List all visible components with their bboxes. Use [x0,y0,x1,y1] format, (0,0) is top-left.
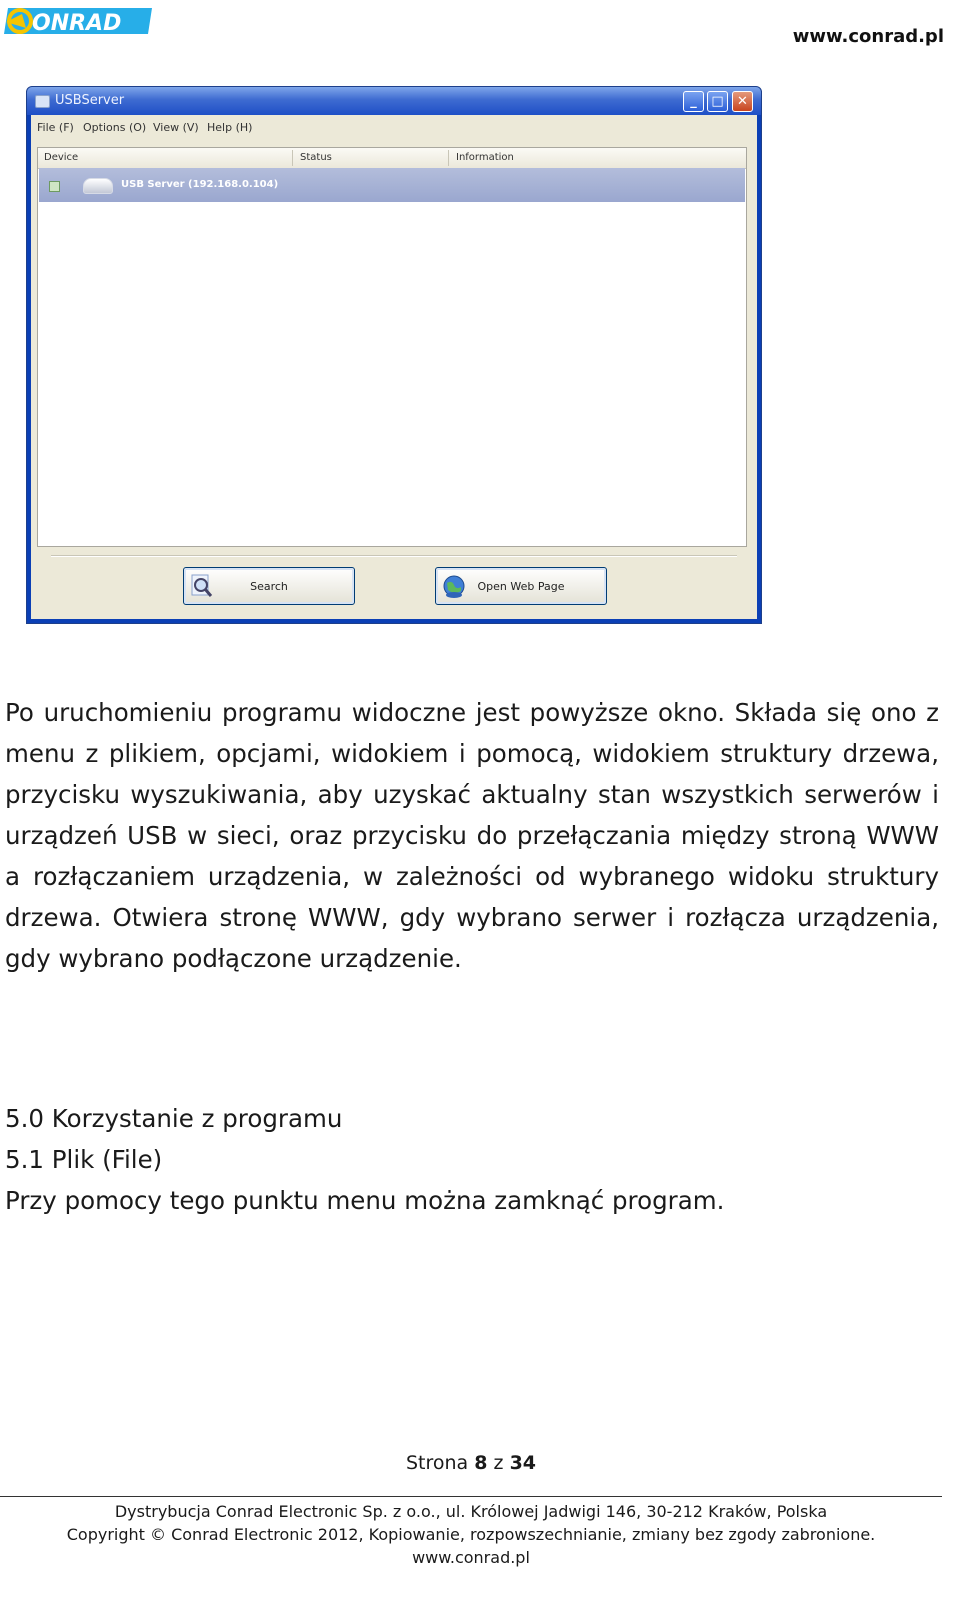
window-title: USBServer [55,93,125,108]
page-prefix: Strona [405,1452,469,1474]
tree-header [38,148,746,169]
footer-url[interactable]: www.conrad.pl [412,1548,530,1567]
column-status[interactable]: Status [300,152,332,163]
tree-row-label: USB Server (192.168.0.104) [121,179,279,190]
column-separator[interactable] [292,150,293,166]
device-tree[interactable] [37,147,747,547]
expand-icon[interactable] [49,181,60,192]
site-url[interactable]: www.conrad.pl [792,26,944,47]
usbserver-window [26,86,762,624]
minimize-button[interactable]: _ [683,91,704,112]
footer-address: Dystrybucja Conrad Electronic Sp. z o.o., ul. Królowej Jadwigi 146, 30-212 Kraków, Polska [114,1502,828,1521]
column-device[interactable]: Device [44,152,79,163]
divider [51,555,737,557]
search-button-label: Search [250,580,288,593]
column-separator[interactable] [448,150,449,166]
menu-options[interactable]: Options (O) [83,121,147,134]
page-separator: z [493,1452,504,1474]
server-icon [83,178,113,194]
conrad-logo [2,0,154,42]
open-web-page-button[interactable] [435,567,607,605]
page-total: 34 [509,1452,537,1474]
section-heading-5-1: 5.1 Plik (File) [5,1145,163,1174]
column-information[interactable]: Information [456,152,514,163]
footer-copyright: Copyright © Conrad Electronic 2012, Kopiowanie, rozpowszechnianie, zmiany bez zgody zabronione. [66,1525,876,1544]
description-paragraph: Po uruchomieniu programu widoczne jest powyższe okno. Składa się ono z menu z plikiem, opcjami, widokiem i pomocą, widokiem struktury drzewa, przycisku wyszukiwania, aby uzyskać aktualny stan wszystkich serwerów i urządzeń USB w sieci, oraz przycisku do przełączania między stroną WWW a rozłączaniem urządzenia, w zależności od wybranego widoku struktury drzewa. Otwiera stronę WWW, gdy wybrano serwer i rozłącza urządzenia, gdy wybrano podłączone urządzenie. [5,698,939,973]
menu-view[interactable]: View (V) [153,121,199,134]
window-client-area [31,115,757,619]
menu-help[interactable]: Help (H) [207,121,253,134]
section-heading-5-0: 5.0 Korzystanie z programu [5,1104,343,1133]
maximize-button[interactable]: □ [707,91,728,112]
search-button[interactable] [183,567,355,605]
title-bar [27,87,761,115]
svg-text:ONRAD: ONRAD [32,11,122,36]
open-web-page-button-label: Open Web Page [477,580,565,593]
page-current: 8 [474,1452,488,1474]
menu-bar [31,115,757,139]
tree-row-usb-server[interactable] [39,168,745,202]
file-menu-description: Przy pomocy tego punktu menu można zamknąć program. [5,1186,725,1215]
footer-divider [0,1496,942,1497]
menu-file[interactable]: File (F) [37,121,74,134]
page-number [0,1452,942,1474]
app-icon [35,95,50,108]
close-button[interactable]: ✕ [732,91,753,112]
